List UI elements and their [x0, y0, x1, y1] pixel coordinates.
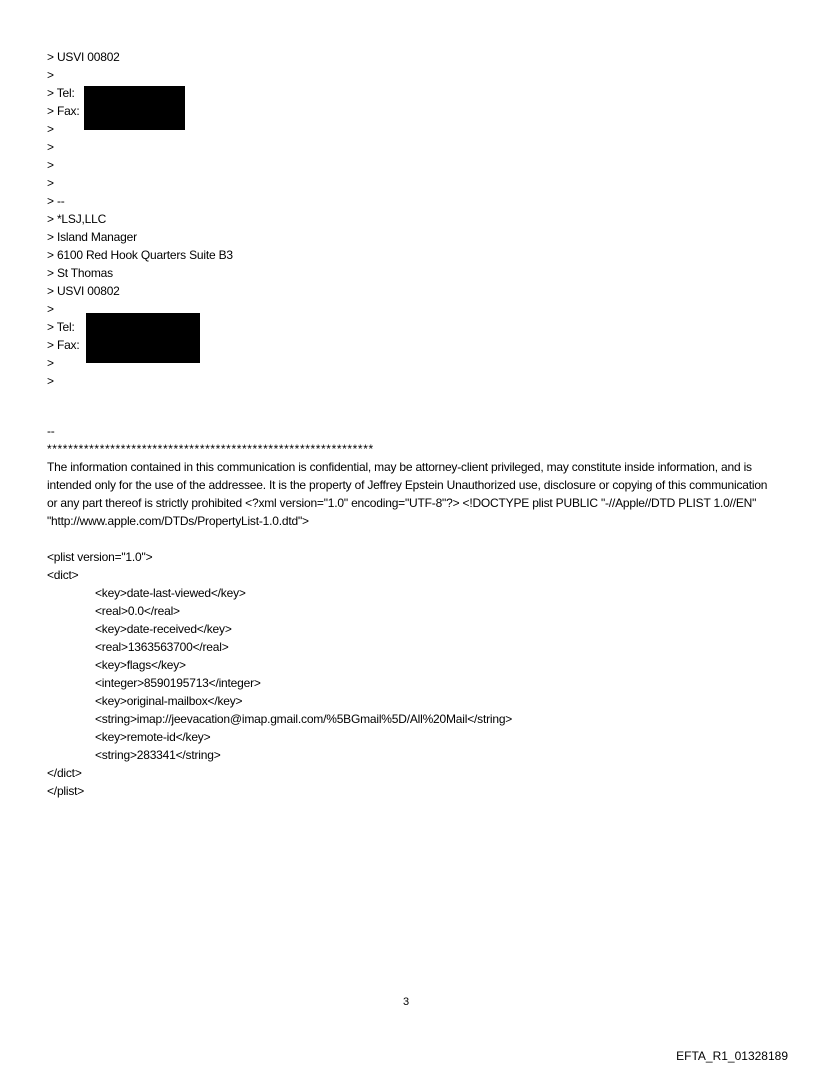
quoted-line: > — [47, 68, 54, 82]
plist-key: <key>remote-id</key> — [95, 730, 211, 744]
quoted-line: > — [47, 122, 54, 136]
plist-key: <key>flags</key> — [95, 658, 186, 672]
plist-key: <key>date-last-viewed</key> — [95, 586, 246, 600]
plist-key: <key>original-mailbox</key> — [95, 694, 243, 708]
plist-close-tag: </plist> — [47, 784, 85, 798]
redaction-box — [84, 86, 185, 130]
redaction-box — [86, 313, 200, 363]
quoted-line: > USVI 00802 — [47, 284, 120, 298]
page-number: 3 — [403, 996, 410, 1008]
signature-dashes: -- — [47, 424, 55, 438]
quoted-line: > — [47, 374, 54, 388]
plist-value: <real>1363563700</real> — [95, 640, 229, 654]
quoted-line-fax: > Fax: — [47, 338, 80, 352]
asterisk-separator: ************************************************************** — [47, 442, 374, 456]
plist-key: <key>date-received</key> — [95, 622, 232, 636]
plist-value: <real>0.0</real> — [95, 604, 180, 618]
disclaimer-paragraph: The information contained in this communication is confidential, may be attorney-client privileged, may constitute inside information, and is intended only for the use of the addressee. It is the property of Jeffrey Epstein Unauthorized use, disclosure or copying of this communication or any part thereof is strictly prohibited <?xml version="1.0" encoding="UTF-8"?> <!DOCTYPE plist PUBLIC "-//Apple//DTD PLIST 1.0//EN" "http://www.apple.com/DTDs/PropertyList-1.0.dtd"> — [47, 460, 768, 528]
plist-value: <integer>8590195713</integer> — [95, 676, 261, 690]
quoted-line: > St Thomas — [47, 266, 113, 280]
dict-open-tag: <dict> — [47, 568, 79, 582]
document-id: EFTA_R1_01328189 — [676, 1049, 788, 1063]
dict-close-tag: </dict> — [47, 766, 82, 780]
quoted-line: > Island Manager — [47, 230, 137, 244]
quoted-line: > -- — [47, 194, 65, 208]
quoted-line: > 6100 Red Hook Quarters Suite B3 — [47, 248, 233, 262]
quoted-line: > — [47, 158, 54, 172]
quoted-line-fax: > Fax: — [47, 104, 80, 118]
plist-value: <string>imap://jeevacation@imap.gmail.com/%5BGmail%5D/All%20Mail</string> — [95, 712, 513, 726]
quoted-line: > *LSJ,LLC — [47, 212, 107, 226]
quoted-line-tel: > Tel: — [47, 320, 78, 334]
plist-open-tag: <plist version="1.0"> — [47, 550, 153, 564]
quoted-line-tel: > Tel: — [47, 86, 75, 100]
plist-value: <string>283341</string> — [95, 748, 221, 762]
quoted-line: > — [47, 140, 54, 154]
quoted-line: > USVI 00802 — [47, 50, 120, 64]
quoted-line: > — [47, 356, 54, 370]
quoted-line: > — [47, 176, 54, 190]
quoted-line: > — [47, 302, 54, 316]
